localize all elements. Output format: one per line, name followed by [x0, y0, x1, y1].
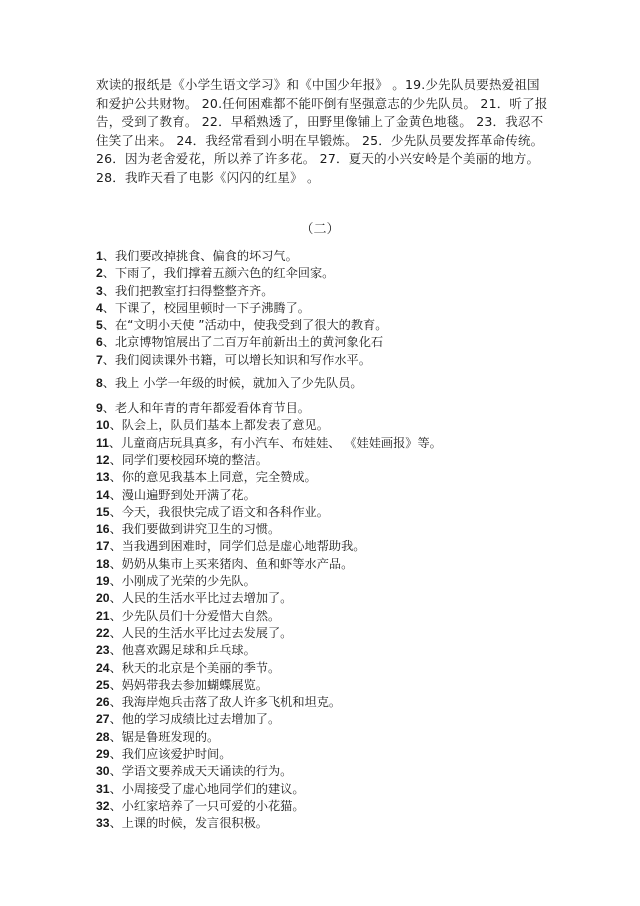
sentence-number: 31	[96, 781, 110, 796]
sentence-number: 19	[96, 574, 110, 589]
list-item	[96, 660, 556, 677]
list-item	[96, 417, 556, 434]
sentence-text: 、我们把教室打扫得整整齐齐。	[102, 283, 274, 298]
sentence-number: 14	[96, 487, 110, 502]
sentence-number: 17	[96, 539, 110, 554]
list-item	[96, 521, 556, 538]
sentence-text: 、锯是鲁班发现的。	[109, 729, 220, 744]
sentence-text: 、漫山遍野到处开满了花。	[109, 487, 256, 502]
sentence-list	[96, 248, 556, 833]
sentence-text: 、小周接受了虚心地同学们的建议。	[109, 781, 305, 796]
sentence-text: 、北京博物馆展出了二百万年前新出土的黄河象化石	[102, 335, 384, 350]
sentence-text: 、上课的时候，发言很积极。	[109, 816, 268, 831]
sentence-text: 、下课了，校园里顿时一下子沸腾了。	[102, 300, 310, 315]
sentence-number: 26	[96, 695, 110, 710]
sentence-number: 13	[96, 470, 110, 485]
list-item	[96, 590, 556, 607]
sentence-text: 、在“文明小天使 ”活动中，使我受到了很大的教育。	[102, 318, 388, 333]
sentence-number: 32	[96, 798, 110, 813]
list-item	[96, 573, 556, 590]
sentence-number: 9	[96, 401, 103, 416]
sentence-number: 24	[96, 660, 110, 675]
sentence-text: 、奶奶从集市上买来猪肉、鱼和虾等水产品。	[109, 556, 354, 571]
list-item	[96, 798, 556, 815]
sentence-text: 、你的意见我基本上同意，完全赞成。	[109, 470, 317, 485]
sentence-number: 12	[96, 452, 110, 467]
sentence-text: 、我们阅读课外书籍，可以增长知识和写作水平。	[102, 352, 371, 367]
list-item	[96, 556, 556, 573]
list-item	[96, 265, 556, 282]
list-item	[96, 694, 556, 711]
sentence-text: 、我们应该爱护时间。	[109, 747, 232, 762]
sentence-text: 、人民的生活水平比过去发展了。	[109, 625, 293, 640]
sentence-number: 16	[96, 522, 110, 537]
list-item	[96, 400, 556, 417]
list-item	[96, 625, 556, 642]
sentence-number: 4	[96, 300, 103, 315]
sentence-number: 5	[96, 318, 103, 333]
list-item	[96, 283, 556, 300]
sentence-number: 8	[96, 376, 103, 391]
list-item	[96, 469, 556, 486]
sentence-number: 25	[96, 677, 110, 692]
sentence-text: 、老人和年青的青年都爱看体育节目。	[102, 401, 310, 416]
list-item	[96, 504, 556, 521]
sentence-number: 29	[96, 747, 110, 762]
sentence-text: 、同学们要校园环境的整洁。	[109, 452, 268, 467]
list-item	[96, 538, 556, 555]
sentence-number: 7	[96, 352, 103, 367]
list-item	[96, 711, 556, 728]
list-item	[96, 729, 556, 746]
sentence-number: 21	[96, 608, 110, 623]
intro-paragraph: 欢读的报纸是《小学生语文学习》和《中国少年报》 。19.少先队员要热爱祖国和爱护公共财物。 20.任何困难都不能吓倒有坚强意志的少先队员。 21．听了报告，受到了教育。 22．早稻熟透了，田野里像铺上了金黄色地毯。 23．我忍不住笑了出来。 24．我经常看到小明在早锻炼。 25．少先队员要发挥革命传统。 26．因为老舍爱花，所以养了许多花。 27．夏天的小兴安岭是个美丽的地方。 28．我昨天看了电影《闪闪的红星》 。	[96, 77, 548, 185]
sentence-text: 、我们要改掉挑食、偏食的坏习气。	[102, 249, 298, 263]
list-item	[96, 317, 556, 334]
sentence-number: 11	[96, 435, 109, 450]
list-item	[96, 452, 556, 469]
list-item	[96, 763, 556, 780]
sentence-number: 1	[96, 249, 103, 263]
sentence-text: 、人民的生活水平比过去增加了。	[109, 591, 293, 606]
list-item	[96, 435, 556, 452]
sentence-number: 6	[96, 335, 103, 350]
sentence-text: 、队会上，队员们基本上都发表了意见。	[109, 418, 329, 433]
sentence-number: 33	[96, 816, 110, 831]
sentence-number: 18	[96, 556, 110, 571]
sentence-text: 、今天，我很快完成了语文和各科作业。	[109, 504, 329, 519]
sentence-text: 、妈妈带我去参加蝴蝶展览。	[109, 677, 268, 692]
sentence-number: 22	[96, 625, 110, 640]
sentence-text: 、我们要做到讲究卫生的习惯。	[109, 522, 281, 537]
sentence-number: 23	[96, 643, 110, 658]
section-heading: （二）	[300, 222, 340, 237]
sentence-number: 30	[96, 764, 110, 779]
list-item	[96, 334, 556, 351]
list-item	[96, 781, 556, 798]
sentence-text: 、他的学习成绩比过去增加了。	[109, 712, 281, 727]
sentence-number: 2	[96, 266, 103, 281]
sentence-text: 、我海岸炮兵击落了敌人许多飞机和坦克。	[109, 695, 342, 710]
list-item	[96, 642, 556, 659]
sentence-number: 10	[96, 418, 110, 433]
sentence-text: 、下雨了，我们撑着五颜六色的红伞回家。	[102, 266, 335, 281]
list-item	[96, 372, 556, 394]
sentence-text: 、秋天的北京是个美丽的季节。	[109, 660, 281, 675]
sentence-text: 、他喜欢踢足球和乒乓球。	[109, 643, 256, 658]
sentence-number: 27	[96, 712, 110, 727]
list-item	[96, 608, 556, 625]
sentence-text: 、小红家培养了一只可爱的小花猫。	[109, 798, 305, 813]
sentence-text: 、学语文要养成天天诵读的行为。	[109, 764, 293, 779]
sentence-text: 、当我遇到困难时，同学们总是虚心地帮助我。	[109, 539, 366, 554]
sentence-text: 、儿童商店玩具真多，有小汽车、布娃娃、 《娃娃画报》等。	[108, 435, 442, 450]
list-item	[96, 487, 556, 504]
sentence-number: 15	[96, 504, 110, 519]
list-item	[96, 746, 556, 763]
list-item	[96, 300, 556, 317]
list-item	[96, 677, 556, 694]
list-item	[96, 248, 556, 265]
list-item	[96, 815, 556, 832]
list-item	[96, 352, 556, 369]
sentence-text: 、少先队员们十分爱惜大自然。	[109, 608, 281, 623]
sentence-text: 、小刚成了光荣的少先队。	[109, 574, 256, 589]
sentence-number: 20	[96, 591, 110, 606]
sentence-text: 、我上 小学一年级的时候，就加入了少先队员。	[102, 376, 363, 391]
sentence-number: 28	[96, 729, 110, 744]
sentence-number: 3	[96, 283, 103, 298]
